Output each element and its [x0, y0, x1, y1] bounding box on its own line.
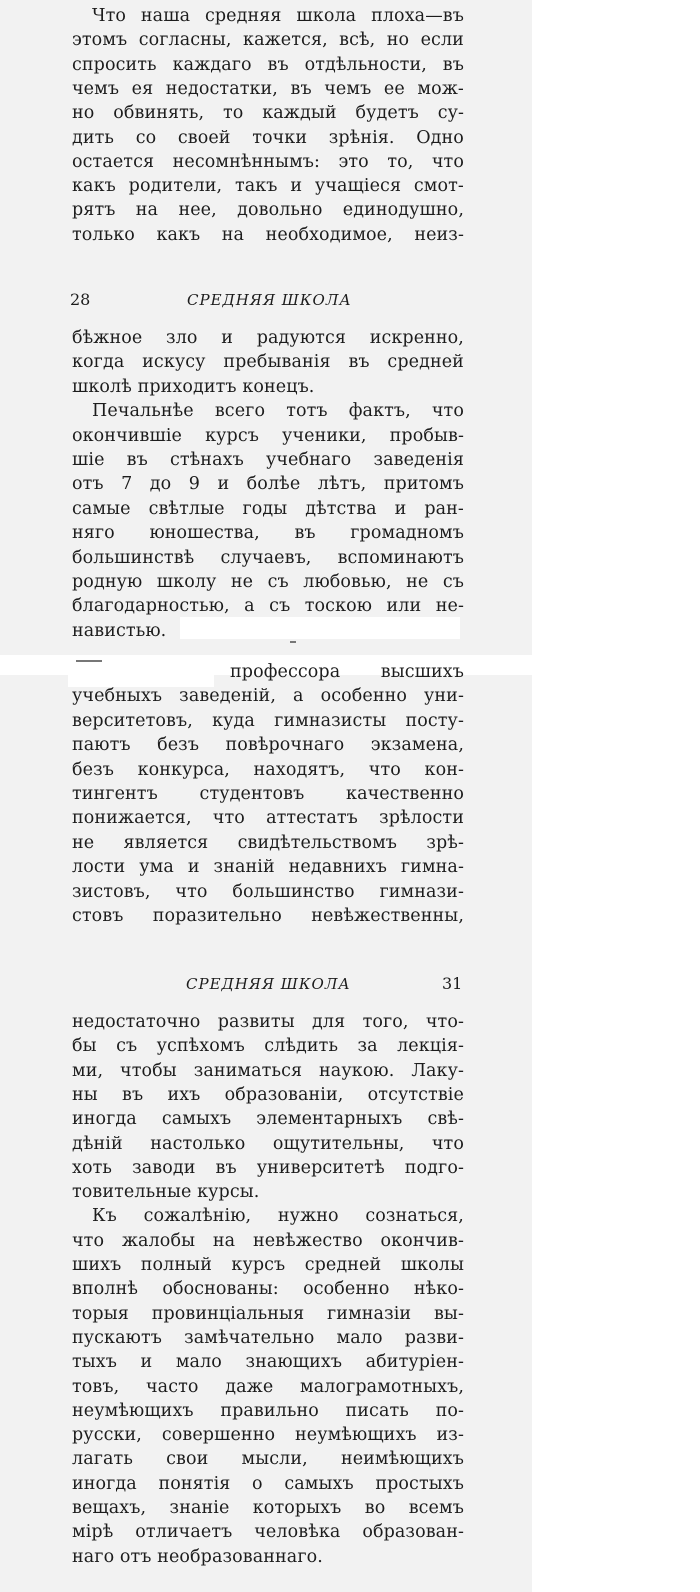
text-line: профессора высшихъ [230, 662, 464, 682]
text-line: когда искусу пребыванія въ средней [72, 352, 464, 373]
scan-artifact [76, 660, 102, 662]
text-line: Что наша средняя школа плоха—въ [92, 6, 464, 26]
text-line: стовъ поразительно невѣжественны, [72, 906, 464, 926]
text-line: окончившіе курсъ ученики, пробыв- [72, 425, 464, 446]
text-line: навистью. [72, 620, 167, 641]
text-line: этомъ согласны, кажется, всѣ, но если [72, 30, 464, 51]
text-line: тыхъ и мало знающихъ абитуріен- [72, 1352, 464, 1373]
text-line: рятъ на нее, довольно единодушно, [72, 200, 464, 221]
scan-artifact [290, 641, 296, 643]
running-title: СРЕДНЯЯ ШКОЛА [186, 975, 351, 993]
text-line: что жалобы на невѣжество окончив- [72, 1230, 464, 1251]
text-line: остается несомнѣннымъ: это то, что [72, 151, 464, 172]
text-line: Печальнѣе всего тотъ фактъ, что [92, 401, 464, 422]
text-line: мірѣ отличаетъ человѣка образован- [72, 1522, 464, 1543]
text-line: понижается, что аттестатъ зрѣлости [72, 808, 464, 829]
text-line: какъ родители, такъ и учащіеся смот- [72, 176, 464, 197]
text-line: товительные курсы. [72, 1182, 260, 1203]
text-line: дѣній настолько ощутительны, что [72, 1133, 464, 1154]
text-line: школѣ приходитъ конецъ. [72, 376, 315, 397]
text-line: самые свѣтлые годы дѣтства и ран- [72, 498, 464, 519]
text-line: русски, совершенно неумѣющихъ из- [72, 1425, 464, 1446]
text-line: товъ, часто даже малограмотныхъ, [72, 1376, 464, 1397]
text-line: дить со своей точки зрѣнія. Одно [72, 127, 464, 148]
text-line: благодарностью, а съ тоскою или не- [72, 596, 464, 617]
text-line: иногда понятія о самыхъ простыхъ [72, 1473, 464, 1494]
text-line: шіе въ стѣнахъ учебнаго заведенія [72, 450, 464, 470]
text-line: но обвинять, то каждый будетъ су- [72, 103, 464, 124]
text-line: вещахъ, знаніе которыхъ во всемъ [72, 1498, 464, 1518]
text-line: ми, чтобы заниматься наукою. Лаку- [72, 1060, 464, 1081]
text-line: учебныхъ заведеній, а особенно уни- [72, 686, 464, 707]
text-line: иногда самыхъ элементарныхъ свѣ- [72, 1109, 464, 1130]
text-line: отъ 7 до 9 и болѣе лѣтъ, притомъ [72, 474, 464, 495]
text-line: паютъ безъ повѣрочнаго экзамена, [72, 735, 464, 756]
text-line: вполнѣ обоснованы: особенно нѣко- [72, 1279, 464, 1300]
text-line: Къ сожалѣнію, нужно сознаться, [92, 1206, 464, 1227]
text-line: наго отъ необразованнаго. [72, 1546, 323, 1567]
page-number: 31 [442, 974, 463, 993]
text-line: бы съ успѣхомъ слѣдить за лекція- [72, 1036, 464, 1057]
text-line: только какъ на необходимое, неиз- [72, 224, 464, 245]
page-header-28 [0, 290, 532, 316]
text-line: родную школу не съ любовью, не съ [72, 572, 464, 592]
text-line: безъ конкурса, находятъ, что кон- [72, 759, 464, 780]
text-line: пускаютъ замѣчательно мало разви- [72, 1327, 464, 1348]
text-line: лагать свои мысли, неимѣющихъ [72, 1449, 464, 1470]
text-line: ны въ ихъ образованіи, отсутствіе [72, 1084, 464, 1105]
text-line: чемъ ея недостатки, въ чемъ ее мож- [72, 78, 464, 99]
text-line: тингентъ студентовъ качественно [72, 784, 464, 804]
text-line: верситетовъ, куда гимназисты посту- [72, 710, 464, 731]
text-line: недостаточно развиты для того, что- [72, 1012, 464, 1032]
redaction-strip [180, 617, 460, 639]
text-line: торыя провинціальныя гимназіи вы- [72, 1303, 464, 1324]
text-line: не является свидѣтельствомъ зрѣ- [72, 832, 464, 853]
text-line: няго юношества, въ громадномъ [72, 523, 464, 544]
text-line: большинствѣ случаевъ, вспоминаютъ [72, 547, 464, 568]
page-header-31 [0, 974, 532, 1000]
text-line: неумѣющихъ правильно писать по- [72, 1400, 464, 1421]
running-title: СРЕДНЯЯ ШКОЛА [187, 291, 352, 309]
text-line: лости ума и знаній недавнихъ гимна- [72, 857, 464, 878]
text-line: зистовъ, что большинство гимнази- [72, 881, 464, 902]
page-number: 28 [70, 290, 91, 309]
text-line: шихъ полный курсъ средней школы [72, 1255, 464, 1275]
text-line: хоть заводи въ университетѣ подго- [72, 1157, 464, 1178]
text-line: бѣжное зло и радуются искренно, [72, 328, 464, 348]
text-line: спросить каждаго въ отдѣльности, въ [72, 54, 464, 75]
